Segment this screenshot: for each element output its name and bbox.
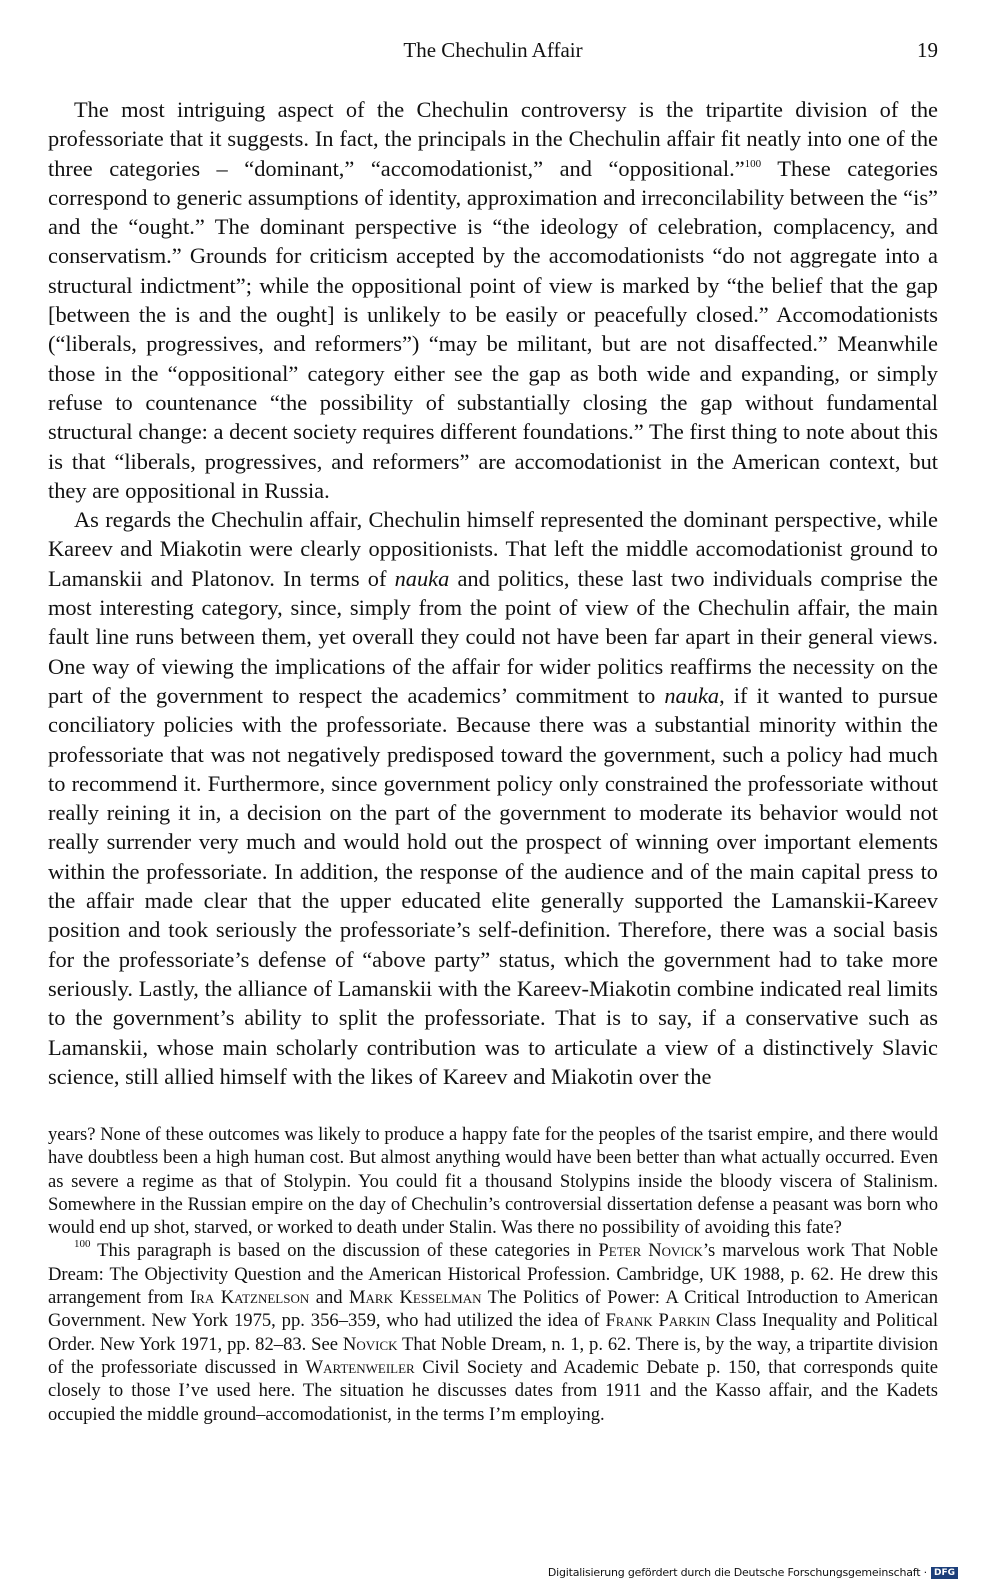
italic-term: nauka [664,682,720,708]
footnote-continuation: years? None of these outcomes was likely to produce a happy fate for the peoples of the tsarist empire, and there would have doubtless been a high human cost. But almost anything would have been better than what actually occurred. Even as severe a regime as that of Stolypin. You could fit a thousand Stolypins inside the bloody viscera of Stalinism. Somewhere in the Russian empire on the day of Chechulin’s controversial dissertation defense a peasant was born who would end up shot, starved, or worked to death under Stalin. Was there no possibility of avoiding this fate? [48,1124,938,1239]
body-paragraph [48,95,938,505]
author-name: Wartenweiler [305,1356,415,1378]
text-run: That Noble Dream, n. 1, p. 62. There is, by the way, a tripartite division of the professoriate discussed in [48,1333,939,1378]
body-paragraph [48,505,938,1091]
footnote-100 [48,1239,938,1425]
running-header [48,38,938,68]
text-run: Class Inequality and Political Order. New York 1971, pp. 82–83. See [48,1310,939,1355]
footnote-number: 100 [74,1238,91,1251]
dfg-logo: DFG [931,1567,958,1579]
text-run: and [309,1287,350,1309]
footnote-ref-100: 100 [744,157,762,170]
text-run: Civil Society and Academic Debate p. 150, that corresponds quite closely to those I’ve used here. The situation he discusses dates from 1911 and the Kasso affair, and the Kadets occupied the middle ground–accomodationist, in the terms I’m employing. [48,1356,938,1425]
credit-text: Digitalisierung gefördert durch die Deutsche Forschungsgemeinschaft · [547,1566,927,1579]
author-name: Frank Parkin [605,1310,711,1332]
author-name: Peter Novick [598,1240,703,1262]
text-run: As regards the Chechulin affair, Chechulin himself represented the dominant perspective, while Kareev and Miakotin were clearly oppositionists. That left the middle accomodationist ground to Lamanskii and Platonov. In terms of [48,507,938,591]
text-run: ’s marvelous work That Noble Dream: The Objectivity Question and the American Historical Profession. Cambridge, UK 1988, p. 62. He drew this arrangement from [48,1240,939,1309]
running-title: The Chechulin Affair [403,38,583,62]
footnotes [48,1123,938,1426]
author-name: Novick [342,1333,398,1355]
digitization-credit [548,1566,958,1579]
text-run: and politics, these last two individuals comprise the most interesting category, since, simply from the point of view of the Chechulin affair, the main fault line runs between them, yet overall they could not have been far apart in their general views. One way of viewing the implications of the affair for wider politics reaffirms the necessity on the part of the government to respect the academics’ commitment to [48,565,938,708]
text-run: This paragraph is based on the discussion of these categories in [90,1240,599,1262]
page-number: 19 [917,38,938,62]
text-run: These categories correspond to generic assumptions of identity, approximation and irreconcilability between the “is” and the “ought.” The dominant perspective is “the ideology of celebration, complacency, and conservatism.” Grounds for criticism accepted by the accomodationists “do not aggregate into a structural indictment”; while the oppositional point of view is marked by “the belief that the gap [between the is and the ought] is unlikely to be easily or peacefully closed.” Accomodationists (“liberals, progressives, and reformers”) “may be militant, but are not disaffected.” Meanwhile those in the “oppositional” category either see the gap as both wide and expanding, or simply refuse to countenance “the possibility of substantially closing the gap without fundamental structural change: a decent society requires different foundations.” The first thing to note about this is that “liberals, progressives, and reformers” are accomodationist in the American context, but they are oppositional in Russia. [48,155,939,503]
text-run: , if it wanted to pursue conciliatory policies with the professoriate. Because there was a substantial minority within the professoriate that was not negatively predisposed toward the government, such a policy had much to recommend it. Furthermore, since government policy only constrained the professoriate without really reining it in, a decision on the part of the government to moderate its behavior would not really surrender very much and would hold out the prospect of winning over important elements within the professoriate. In addition, the response of the audience and of the main capital press to the affair made clear that the upper educated elite generally supported the Lamanskii-Kareev position and took seriously the professoriate’s self-definition. Therefore, there was a social basis for the professoriate’s defense of “above party” status, which the government had to take more seriously. Lastly, the alliance of Lamanskii with the Kareev-Miakotin combine indicated real limits to the government’s ability to split the professoriate. That is to say, if a conservative such as Lamanskii, whose main scholarly contribution was to articulate a view of a distinctively Slavic science, still allied himself with the likes of Kareev and Miakotin over the [48,682,938,1089]
author-name: Mark Kesselman [349,1287,482,1309]
main-text [48,95,938,1091]
text-run: The Politics of Power: A Critical Introduction to American Government. New York 1975, pp. 356–359, who had utilized the idea of [48,1287,938,1332]
text-run: The most intriguing aspect of the Chechulin controversy is the tripartite division of the professoriate that it suggests. In fact, the principals in the Chechulin affair fit neatly into one of the three categories – “dominant,” “accomodationist,” and “oppositional.” [48,97,938,181]
italic-term: nauka [394,565,450,591]
author-name: Ira Katznelson [189,1287,310,1309]
